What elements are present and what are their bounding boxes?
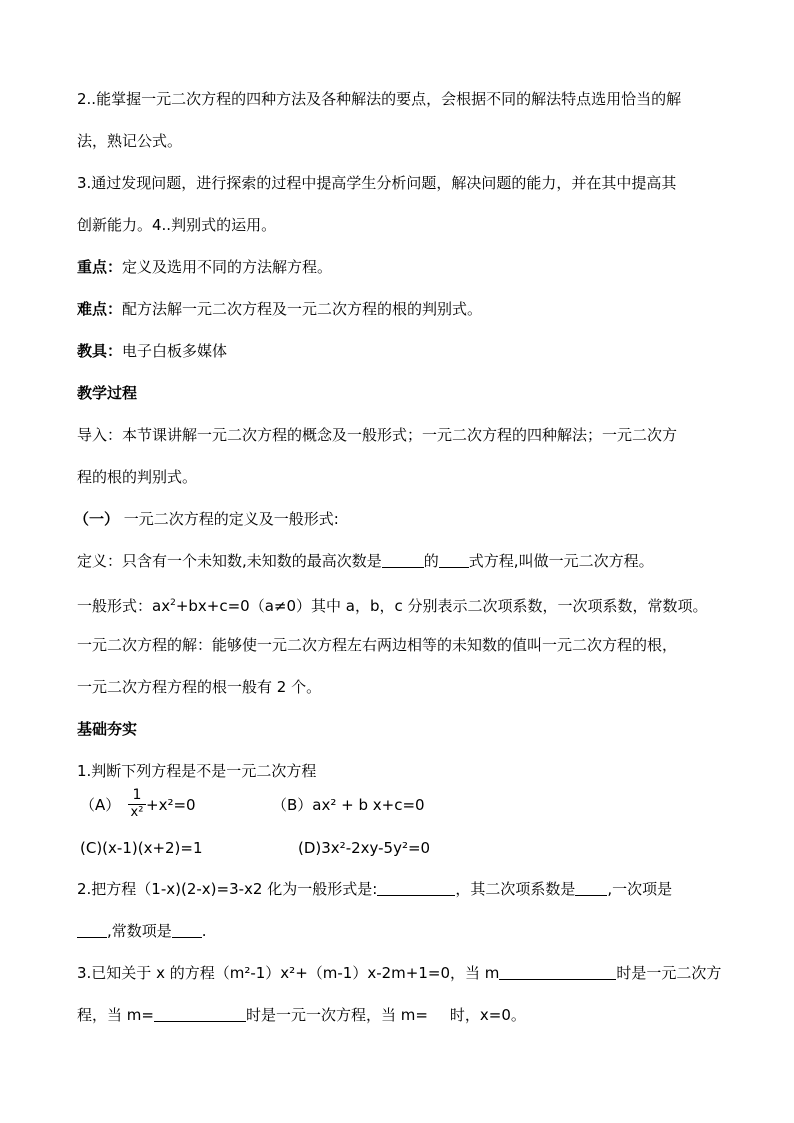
intro-line1: 导入：本节课讲解一元二次方程的概念及一般形式；一元二次方程的四种解法；一元二次方 [77,426,678,444]
option-a-denominator: x² [130,805,144,820]
option-a-tail: +x²=0 [146,796,196,814]
objective-3-line2: 创新能力。4..判别式的运用。 [77,216,277,234]
general-form-superscript: 2 [170,598,176,608]
objective-2-line1: 2..能掌握一元二次方程的四种方法及各种解法的要点，会根据不同的解法特点选用恰当的解 [77,90,682,108]
blank-general-form [377,880,455,896]
definition-line [77,551,654,571]
question-2-part4: ,常数项是 [107,922,172,940]
definition-part2: 的 [423,552,439,570]
question-3-line1 [77,963,721,983]
question-3-part2: 时是一元二次方 [616,964,722,982]
option-c: (C)(x-1)(x+2)=1 [80,839,203,857]
question-3-part5: 时，x=0。 [449,1006,526,1024]
difficult-points-text: 配方法解一元二次方程及一元二次方程的根的判别式。 [122,300,483,318]
definition-part1: 定义：只含有一个未知数,未知数的最高次数是 [77,552,382,570]
difficult-points-label: 难点： [77,300,123,318]
teaching-tools-label: 教具： [77,342,123,360]
blank-equation-type [439,552,469,568]
teaching-tools-text: 电子白板多媒体 [122,342,228,360]
option-a-numerator: 1 [132,787,142,803]
general-form-part1: 一般形式：ax [77,597,171,615]
blank-linear-condition [154,1006,246,1022]
option-a-label: （A） [80,796,121,814]
solution-line2: 一元二次方程方程的根一般有 2 个。 [77,678,322,696]
blank-quadratic-coefficient [575,880,607,896]
teaching-tools [77,341,227,361]
question-3-part4: 时是一元一次方程，当 m= [245,1006,428,1024]
question-2-part3: ,一次项是 [607,880,673,898]
option-d: (D)3x²-2xy-5y²=0 [298,839,431,857]
question-3-line2 [77,1005,526,1025]
section-1-text: 一元二次方程的定义及一般形式: [119,510,339,528]
definition-part3: 式方程,叫做一元二次方程。 [468,552,654,570]
key-points-label: 重点： [77,258,123,276]
question-1: 1.判断下列方程是不是一元二次方程 [77,762,317,780]
blank-highest-degree [382,552,424,568]
objective-3-line1: 3.通过发现问题，进行探索的过程中提高学生分析问题，解决问题的能力，并在其中提高其 [77,174,677,192]
objective-2-line2: 法，熟记公式。 [77,132,183,150]
section-1-label: （一） [74,510,120,528]
section-1-heading [74,509,339,529]
solution-line1: 一元二次方程的解：能够使一元二次方程左右两边相等的未知数的值叫一元二次方程的根， [77,636,678,654]
question-2-part1: 2.把方程（1-x)(2-x)=3-x2 化为一般形式是: [77,880,378,898]
option-b: （B）ax² + b x+c=0 [272,796,425,814]
intro-line2: 程的根的判别式。 [77,468,198,486]
key-points [77,257,332,277]
question-2-part2: ，其二次项系数是 [455,880,576,898]
question-2-line2 [77,921,207,941]
question-3-part3: 程，当 m= [77,1006,154,1024]
question-2-part5: . [201,922,207,940]
question-3-part1: 3.已知关于 x 的方程（m²-1）x²+（m-1）x-2m+1=0，当 m [77,964,500,982]
difficult-points [77,299,482,319]
option-a-fraction [128,787,146,820]
teaching-process-heading: 教学过程 [77,384,138,402]
blank-linear-term [77,922,107,938]
blank-quadratic-condition [499,964,616,980]
question-2-line1 [77,879,672,899]
key-points-text: 定义及选用不同的方法解方程。 [122,258,333,276]
basics-heading: 基础夯实 [77,720,138,738]
general-form-line [77,593,708,616]
general-form-part2: +bx+c=0（a≠0）其中 a，b，c 分别表示二次项系数，一次项系数，常数项。 [175,597,708,615]
blank-constant-term [172,922,202,938]
